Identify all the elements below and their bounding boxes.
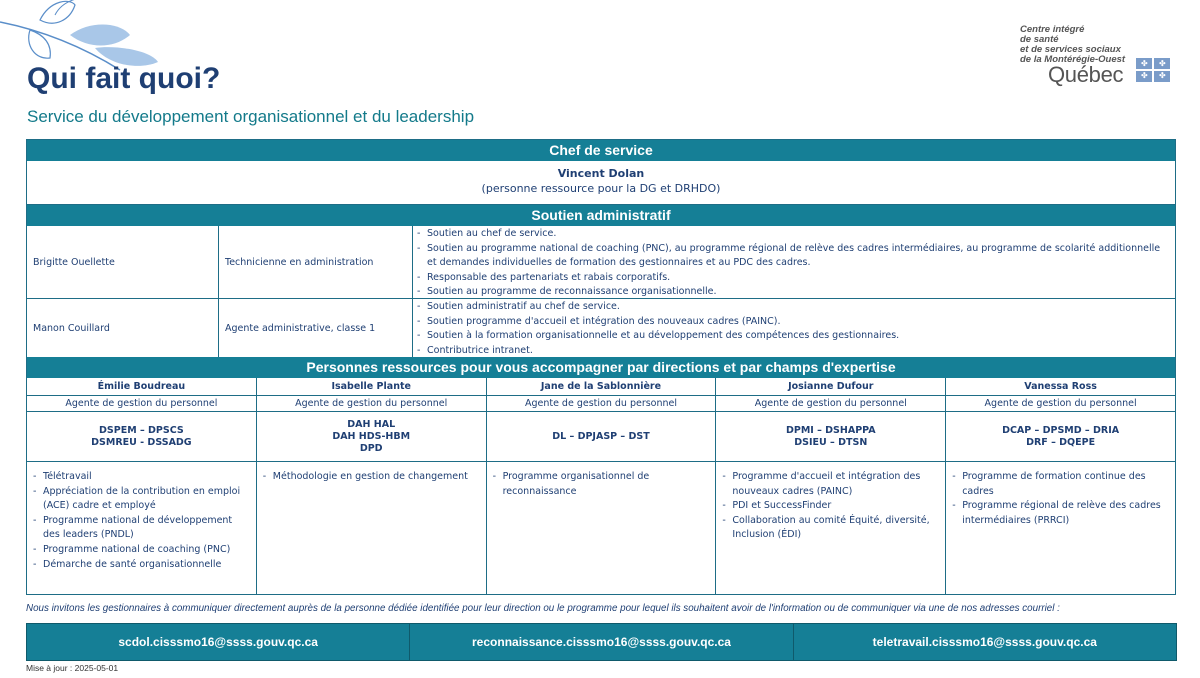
person-name: Josianne Dufour (716, 378, 945, 396)
person-role: Agente de gestion du personnel (257, 396, 486, 412)
list-item: - Programme organisationnel de reconnaissance (493, 470, 710, 499)
list-item: - Soutien au programme de reconnaissance organisationnelle. (417, 285, 1169, 300)
direction-line: DPMI – DSHAPPA (785, 424, 876, 436)
person-name: Jane de la Sablonnière (487, 378, 716, 396)
direction-line: DSMREU - DSSADG (91, 436, 192, 448)
list-item: - Programme de formation continue des cadres (952, 470, 1169, 499)
list-item: - Programme d'accueil et intégration des nouveaux cadres (PAINC) (722, 470, 939, 499)
admin-tasks (413, 226, 1175, 298)
page-subtitle: Service du développement organisationnel et du leadership (27, 107, 475, 126)
list-item: - Télétravail (33, 470, 250, 485)
admin-name: Brigitte Ouellette (27, 226, 219, 298)
email-bar (26, 623, 1177, 661)
chief-name: Vincent Dolan (557, 167, 645, 180)
list-item: - Démarche de santé organisationnelle (33, 558, 250, 573)
quebec-flag-icon: ✤ ✤ ✤ ✤ (1136, 58, 1170, 82)
list-item: - PDI et SuccessFinder (722, 499, 939, 514)
person-directions (946, 412, 1175, 462)
admin-row (27, 226, 1175, 298)
admin-title: Agente administrative, classe 1 (219, 299, 413, 357)
person-directions (27, 412, 256, 462)
person-role: Agente de gestion du personnel (487, 396, 716, 412)
chief-bar: Chef de service (27, 140, 1175, 161)
chief-role: (personne ressource pour la DG et DRHDO) (481, 182, 721, 195)
list-item: - Soutien programme d'accueil et intégration des nouveaux cadres (PAINC). (417, 315, 1169, 330)
admin-title: Technicienne en administration (219, 226, 413, 298)
person-name: Isabelle Plante (257, 378, 486, 396)
person-directions (487, 412, 716, 462)
person-expertise (257, 462, 486, 594)
cisssmo-logo (1020, 25, 1180, 87)
direction-line: DSPEM – DPSCS (99, 424, 184, 436)
email-link[interactable]: reconnaissance.cisssmo16@ssss.gouv.qc.ca (410, 624, 793, 660)
direction-line: DL – DPJASP – DST (552, 430, 650, 442)
admin-row (27, 298, 1175, 357)
person-name: Vanessa Ross (946, 378, 1175, 396)
person-directions (716, 412, 945, 462)
page-title: Qui fait quoi? (27, 62, 221, 95)
direction-line: DRF – DQEPE (1026, 436, 1096, 448)
admin-name: Manon Couillard (27, 299, 219, 357)
org-table (26, 139, 1176, 595)
list-item: - Collaboration au comité Équité, diversité, Inclusion (ÉDI) (722, 514, 939, 543)
list-item: - Soutien au chef de service. (417, 227, 1169, 242)
list-item: - Méthodologie en gestion de changement (263, 470, 480, 485)
admin-bar: Soutien administratif (27, 205, 1175, 226)
person-expertise (716, 462, 945, 594)
person-expertise (487, 462, 716, 594)
contact-note: Nous invitons les gestionnaires à communiquer directement auprès de la personne dédiée identifiée pour leur direction ou le programme pour lequel ils souhaitent avoir de l'information ou de communiquer via une de nos adresses courriel : (26, 603, 1060, 614)
list-item: - Soutien administratif au chef de service. (417, 300, 1169, 315)
person-directions (257, 412, 486, 462)
person-role: Agente de gestion du personnel (27, 396, 256, 412)
person-column (716, 378, 946, 594)
person-column (27, 378, 257, 594)
person-column (946, 378, 1175, 594)
admin-tasks (413, 299, 1175, 357)
person-expertise (946, 462, 1175, 594)
direction-line: DAH HDS-HBM (332, 430, 411, 442)
list-item: - Appréciation de la contribution en emploi (ACE) cadre et employé (33, 485, 250, 514)
list-item: - Responsable des partenariats et rabais corporatifs. (417, 271, 1169, 286)
resource-people (27, 378, 1175, 594)
person-role: Agente de gestion du personnel (946, 396, 1175, 412)
direction-line: DAH HAL (347, 418, 396, 430)
logo-line-4: de la Montérégie-Ouest (1020, 54, 1126, 65)
update-date: Mise à jour : 2025-05-01 (26, 663, 119, 673)
person-role: Agente de gestion du personnel (716, 396, 945, 412)
logo-line-1: Centre intégré (1020, 24, 1085, 35)
person-column (487, 378, 717, 594)
email-link[interactable]: scdol.cisssmo16@ssss.gouv.qc.ca (27, 624, 410, 660)
person-column (257, 378, 487, 594)
list-item: - Programme régional de relève des cadres intermédiaires (PRRCI) (952, 499, 1169, 528)
email-link[interactable]: teletravail.cisssmo16@ssss.gouv.qc.ca (872, 635, 1097, 649)
direction-line: DCAP – DPSMD – DRIA (1002, 424, 1120, 436)
list-item: - Soutien au programme national de coaching (PNC), au programme régional de relève des cadres intermédiaires, au programme de scolarité additionnelle et demandes individuelles de formation des gestionnaires et au PDC des cadres. (417, 242, 1169, 271)
logo-quebec: Québec (1048, 62, 1124, 87)
person-name: Émilie Boudreau (27, 378, 256, 396)
resources-bar: Personnes ressources pour vous accompagner par directions et par champs d'expertise (27, 357, 1175, 378)
chief-cell (27, 161, 1175, 205)
person-expertise (27, 462, 256, 594)
list-item: - Programme national de développement des leaders (PNDL) (33, 514, 250, 543)
direction-line: DSIEU – DTSN (794, 436, 868, 448)
logo-line-3: et de services sociaux (1020, 44, 1121, 55)
list-item: - Soutien à la formation organisationnelle et au développement des compétences des gestionnaires. (417, 329, 1169, 344)
logo-line-2: de santé (1020, 34, 1059, 45)
direction-line: DPD (359, 442, 383, 454)
list-item: - Contributrice intranet. (417, 344, 1169, 359)
list-item: - Programme national de coaching (PNC) (33, 543, 250, 558)
